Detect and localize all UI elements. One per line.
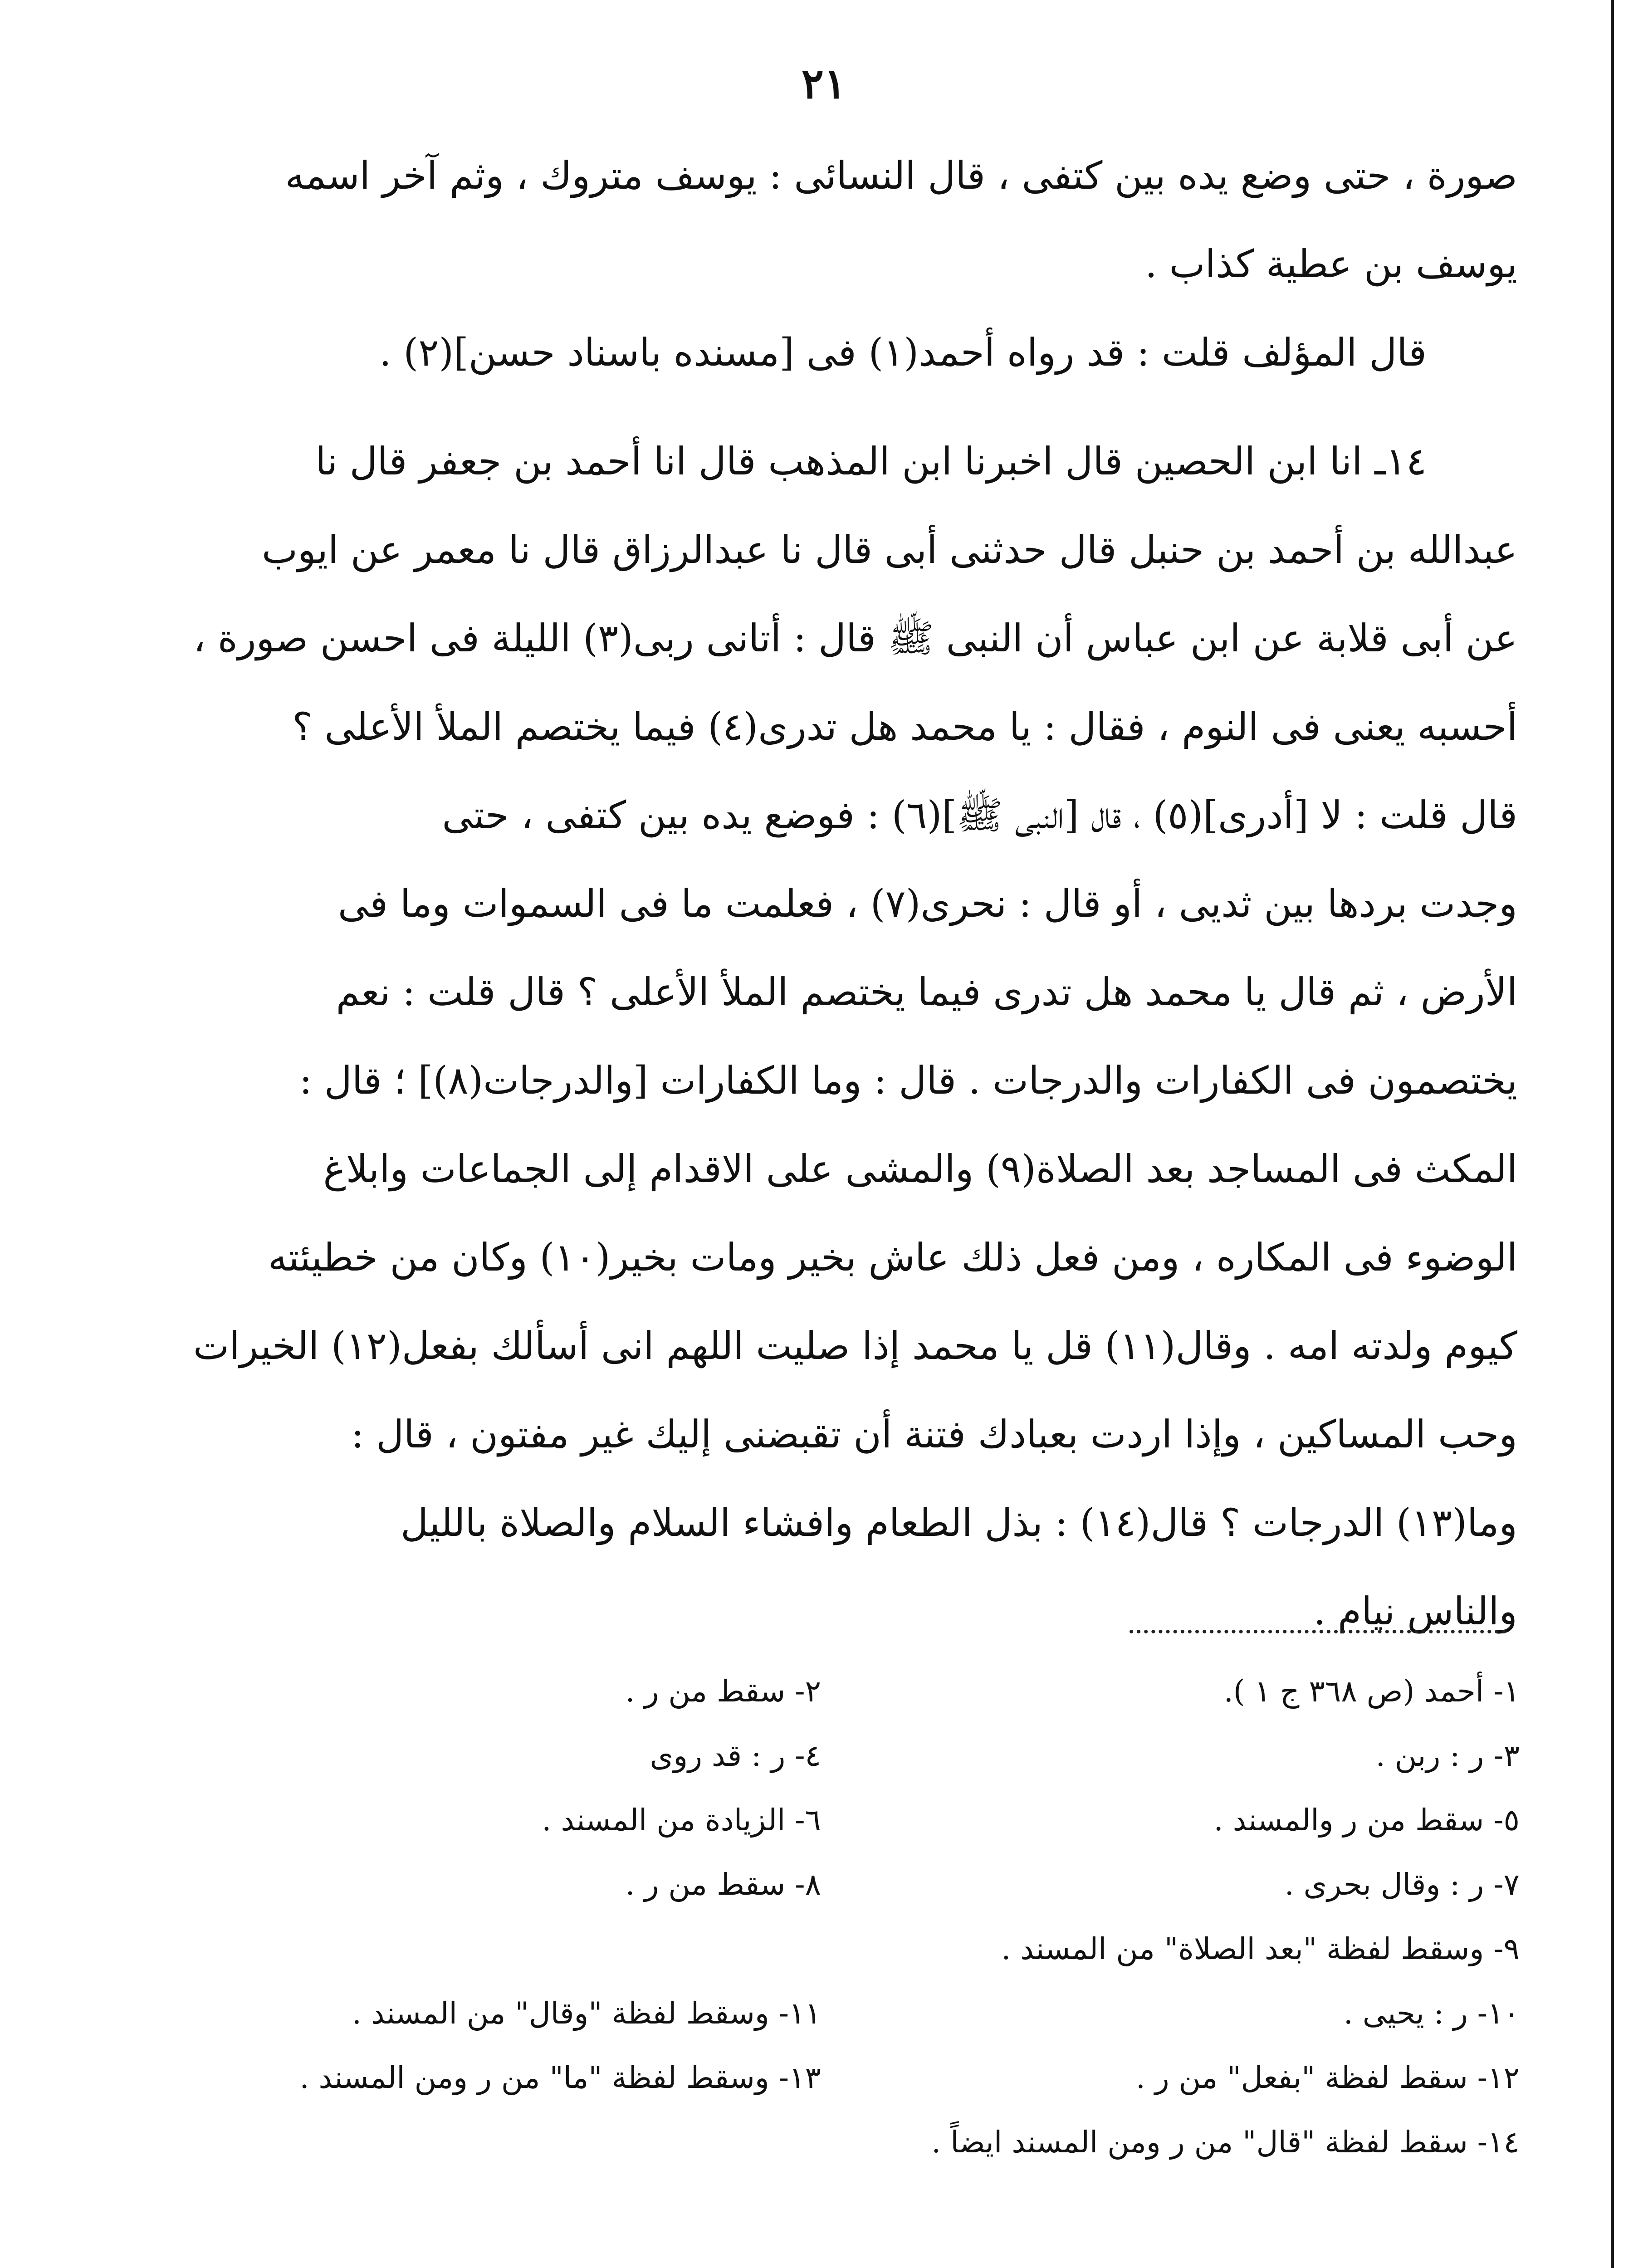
footnote-3: ٣- ر : ربن . (1375, 1738, 1520, 1773)
footnote-row (204, 1867, 1520, 1931)
footnote-6: ٦- الزيادة من المسند . (542, 1803, 821, 1838)
page-edge-rule (1611, 0, 1614, 2268)
footnote-1: ١- أحمد (ص ٣٦٨ ج ١ ). (1223, 1674, 1520, 1709)
text-line: والناس نيام . (1313, 1589, 1517, 1633)
author-note-line: قال المؤلف قلت : قد رواه أحمد(١) فى [مسنده باسناد حسن](٢) . (379, 330, 1427, 375)
text-line: الأرض ، ثم قال يا محمد هل تدرى فيما يختصم الملأ الأعلى ؟ قال قلت : نعم (336, 970, 1517, 1014)
footnote-9: ٩- وسقط لفظة "بعد الصلاة" من المسند . (1001, 1931, 1520, 1966)
text-line: صورة ، حتى وضع يده بين كتفى ، قال النسائى : يوسف متروك ، وثم آخر اسمه (285, 153, 1517, 198)
footnote-row (204, 1996, 1520, 2060)
footnotes (204, 1674, 1520, 2189)
footnote-row (204, 1803, 1520, 1867)
footnote-10: ١٠- ر : يحيى . (1343, 1996, 1520, 2031)
footnote-row (204, 2060, 1520, 2125)
text-line: وحب المساكين ، وإذا اردت بعبادك فتنة أن تقبضنى إليك غير مفتون ، قال : (351, 1412, 1517, 1457)
footnote-11: ١١- وسقط لفظة "وقال" من المسند . (352, 1996, 821, 2031)
text-line: يوسف بن عطية كذاب . (1145, 242, 1517, 286)
footnote-13: ١٣- وسقط لفظة "ما" من ر ومن المسند . (299, 2060, 821, 2095)
footnote-7: ٧- ر : وقال بحرى . (1284, 1867, 1520, 1902)
text-line: الوضوء فى المكاره ، ومن فعل ذلك عاش بخير ومات بخير(١٠) وكان من خطيئته (268, 1235, 1517, 1280)
text-line: أحسبه يعنى فى النوم ، فقال : يا محمد هل تدرى(٤) فيما يختصم الملأ الأعلى ؟ (292, 704, 1517, 749)
footnote-8: ٨- سقط من ر . (625, 1867, 821, 1902)
footnote-row (204, 1738, 1520, 1803)
text-line: وجدت بردها بين ثديى ، أو قال : نحرى(٧) ، فعلمت ما فى السموات وما فى (337, 881, 1517, 926)
footnote-12: ١٢- سقط لفظة "بفعل" من ر . (1135, 2060, 1520, 2095)
text-line: يختصمون فى الكفارات والدرجات . قال : وما الكفارات [والدرجات(٨)] ؛ قال : (299, 1058, 1517, 1103)
footnote-separator (1130, 1626, 1506, 1633)
footnote-5: ٥- سقط من ر والمسند . (1213, 1803, 1520, 1838)
footnote-row (204, 1674, 1520, 1738)
text-line: المكث فى المساجد بعد الصلاة(٩) والمشى على الاقدام إلى الجماعات وابلاغ (323, 1147, 1517, 1191)
hadith-14-first-line: ١٤ـ انا ابن الحصين قال اخبرنا ابن المذهب قال انا أحمد بن جعفر قال نا (315, 439, 1427, 484)
text-line: عن أبى قلابة عن ابن عباس أن النبى ﷺ قال : أتانى ربى(٣) الليلة فى احسن صورة ، (193, 616, 1517, 660)
footnote-row (204, 2125, 1520, 2189)
main-text (156, 132, 1517, 1656)
text-line: وما(١٣) الدرجات ؟ قال(١٤) : بذل الطعام وافشاء السلام والصلاة بالليل (401, 1501, 1517, 1545)
text-line: قال قلت : لا [أدرى](٥) ، قال [النبى ﷺ](٦) : فوضع يده بين كتفى ، حتى (442, 793, 1517, 837)
text-line: عبدالله بن أحمد بن حنبل قال حدثنى أبى قال نا عبدالرزاق قال نا معمر عن ايوب (261, 528, 1517, 572)
page-number: ٢١ (801, 59, 846, 108)
footnote-2: ٢- سقط من ر . (625, 1674, 821, 1709)
footnote-row (204, 1931, 1520, 1996)
text-line: كيوم ولدته امه . وقال(١١) قل يا محمد إذا صليت اللهم انى أسألك بفعل(١٢) الخيرات (193, 1324, 1517, 1368)
footnote-14: ١٤- سقط لفظة "قال" من ر ومن المسند ايضاً . (931, 2125, 1520, 2160)
footnote-4: ٤- ر : قد روى (650, 1738, 821, 1773)
